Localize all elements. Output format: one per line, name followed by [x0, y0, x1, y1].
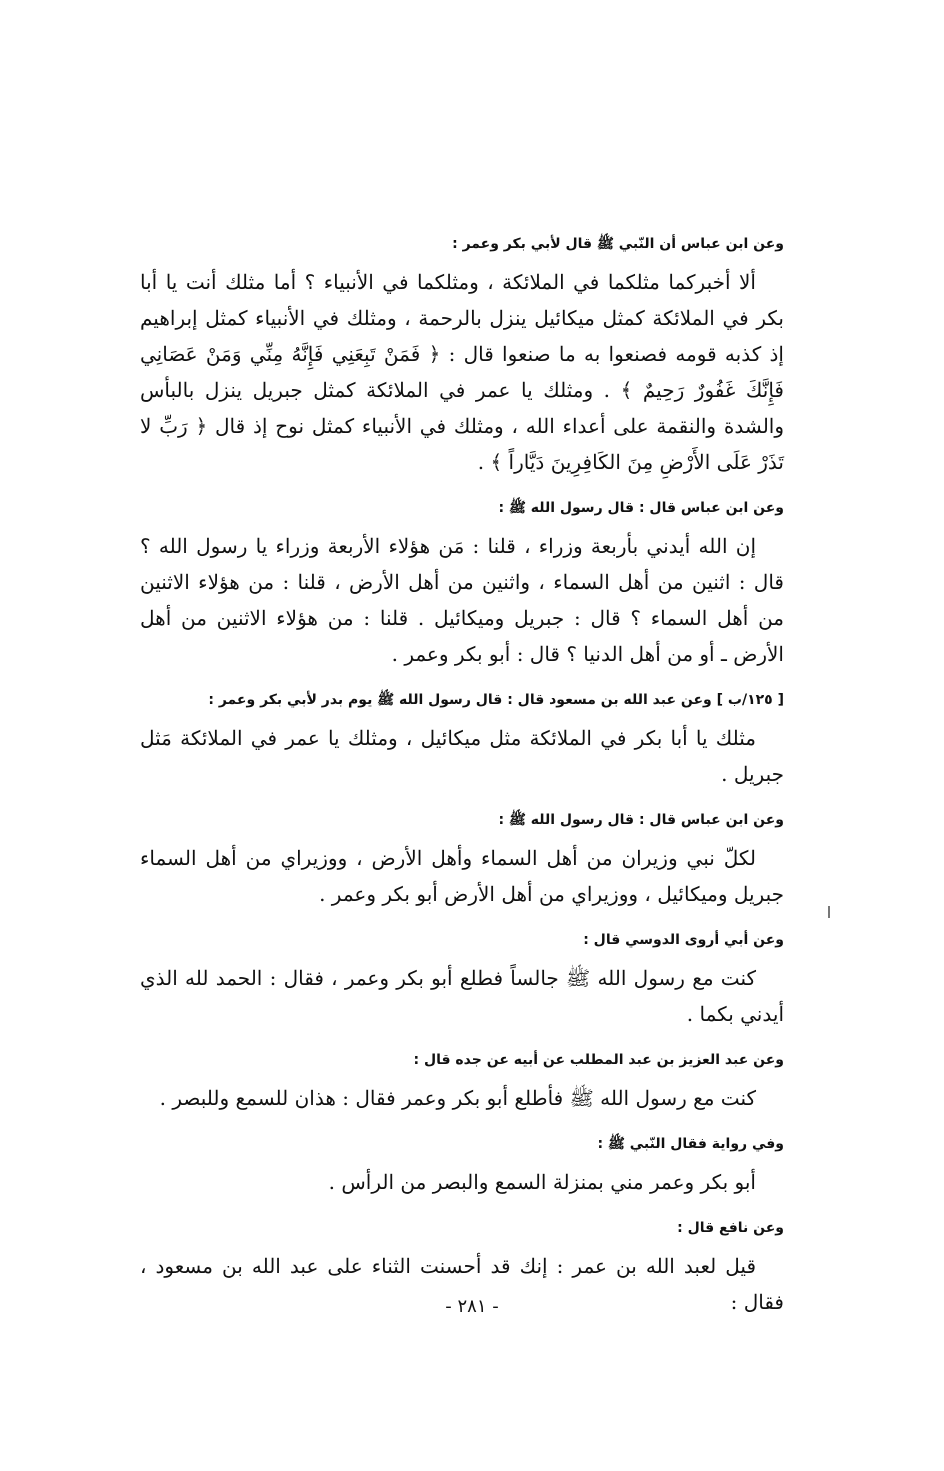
section-body-2: إن الله أيدني بأربعة وزراء ، قلنا : مَن هؤلاء الأربعة وزراء يا رسول الله ؟ قال : اثنين من أهل السماء ، واثنين من أهل الأرض ، قلنا : من هؤلاء الاثنين من أهل السماء ؟ قال : جبريل وميكائيل . قلنا : من هؤلاء الاثنين من أهل الأرض ـ أو من أهل الدنيا ؟ قال : أبو بكر وعمر . — [140, 534, 784, 666]
section-body-8: قيل لعبد الله بن عمر : إنك قد أحسنت الثناء على عبد الله بن مسعود ، فقال : — [140, 1254, 784, 1314]
margin-mark — [828, 906, 830, 918]
section-body-7: أبو بكر وعمر مني بمنزلة السمع والبصر من الرأس . — [328, 1170, 756, 1194]
section-body-4: لكلّ نبي وزيران من أهل السماء وأهل الأرض ، ووزيراي من أهل السماء جبريل وميكائيل ، ووزيراي من أهل الأرض أبو بكر وعمر . — [140, 846, 784, 906]
section-header-8: وعن نافع قال : — [677, 1220, 784, 1236]
section-body-6: كنت مع رسول الله ﷺ فأطلع أبو بكر وعمر فقال : هذان للسمع وللبصر . — [159, 1086, 756, 1110]
section-header-3: [ ١٢٥/ب ] وعن عبد الله بن مسعود قال : قال رسول الله ﷺ يوم بدر لأبي بكر وعمر : — [208, 692, 784, 708]
page-number: - ٢٨١ - — [445, 1296, 499, 1317]
section-body-5: كنت مع رسول الله ﷺ جالساً فطلع أبو بكر وعمر ، فقال : الحمد لله الذي أيدني بكما . — [140, 966, 784, 1026]
section-header-2: وعن ابن عباس قال : قال رسول الله ﷺ : — [498, 500, 784, 516]
section-body-1: ألا أخبركما مثلكما في الملائكة ، ومثلكما في الأنبياء ؟ أما مثلك أنت يا أبا بكر في الملائكة كمثل ميكائيل ينزل بالرحمة ، ومثلك في الأنبياء كمثل إبراهيم إذ كذبه قومه فصنعوا به ما صنعوا قال : ﴿ فَمَنْ تَبِعَنِي فَإِنَّهُ مِنِّي وَمَنْ عَصَانِي فَإِنَّكَ غَفُورٌ رَحِيمٌ ﴾ . ومثلك يا عمر في الملائكة كمثل جبريل ينزل بالبأس والشدة والنقمة على أعداء الله ، ومثلك في الأنبياء كمثل نوح إذ قال ﴿ رَبِّ لا تَذَرْ عَلَى الأَرْضِ مِنَ الكَافِرِينَ دَيَّاراً ﴾ . — [140, 270, 784, 474]
section-header-7: وفي رواية فقال النّبي ﷺ : — [597, 1136, 784, 1152]
section-header-5: وعن أبي أروى الدوسي قال : — [583, 932, 784, 948]
page-text — [140, 230, 784, 1334]
section-body-3: مثلك يا أبا بكر في الملائكة مثل ميكائيل ، ومثلك يا عمر في الملائكة مَثل جبريل . — [140, 726, 784, 786]
section-header-6: وعن عبد العزيز بن عبد المطلب عن أبيه عن جده قال : — [413, 1052, 784, 1068]
section-header-1: وعن ابن عباس أن النّبي ﷺ قال لأبي بكر وعمر : — [452, 236, 784, 252]
section-header-4: وعن ابن عباس قال : قال رسول الله ﷺ : — [498, 812, 784, 828]
